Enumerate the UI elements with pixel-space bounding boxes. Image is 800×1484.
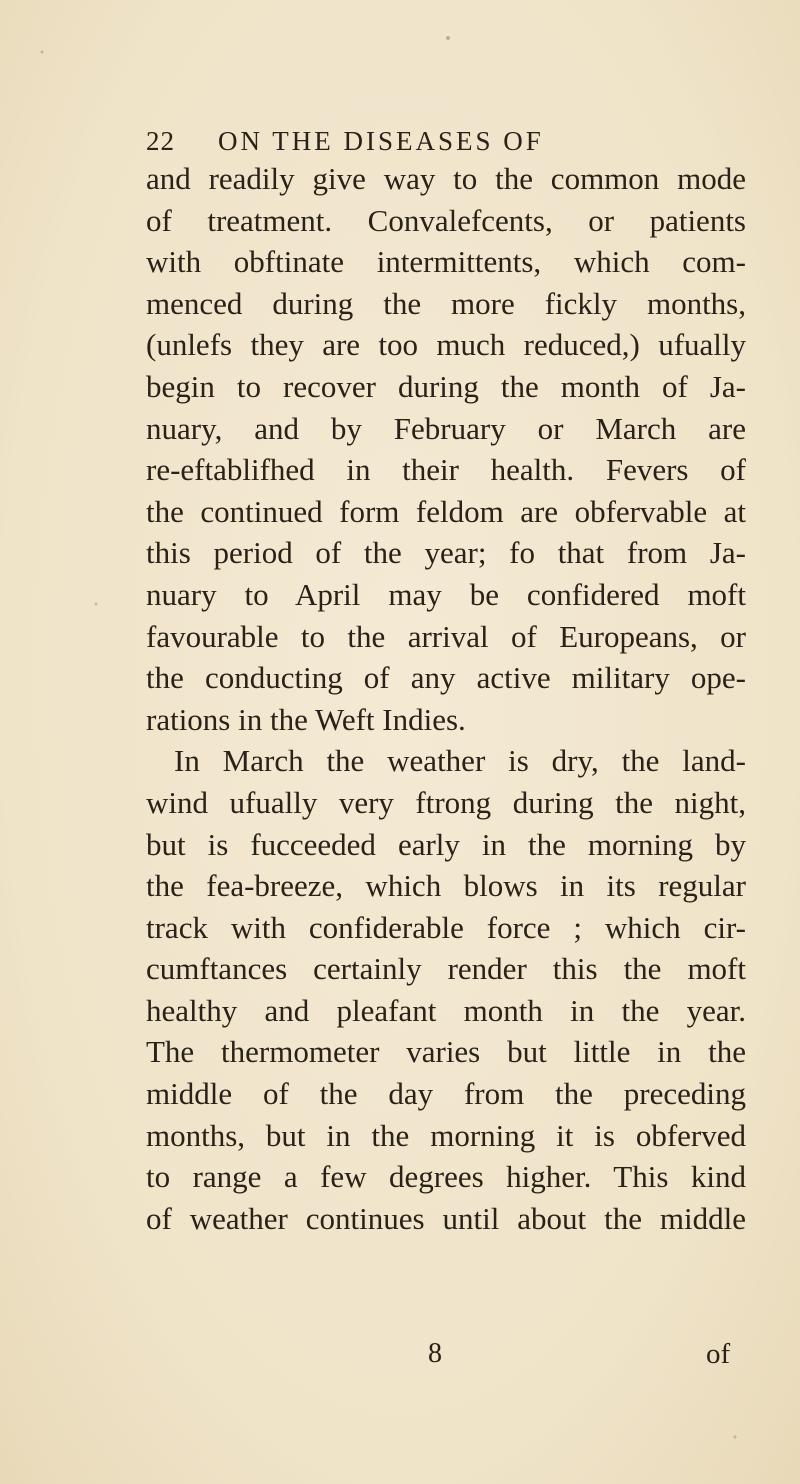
text-line: begin to recover during the month of Ja- bbox=[146, 368, 746, 404]
page-footer bbox=[0, 1338, 800, 1382]
text-line: of treatment. Convalefcents, or patients bbox=[146, 202, 746, 238]
text-line: favourable to the arrival of Europeans, or bbox=[146, 618, 746, 654]
text-line: menced during the more fickly months, bbox=[146, 285, 746, 321]
catchword: of bbox=[706, 1338, 731, 1370]
text-line: the continued form feldom are obfervable at bbox=[146, 493, 746, 529]
text-line: wind ufually very ftrong during the night, bbox=[146, 784, 746, 820]
text-line: the fea-breeze, which blows in its regular bbox=[146, 868, 746, 904]
text-line: track with confiderable force ; which cir- bbox=[146, 909, 746, 945]
text-line: The thermometer varies but little in the bbox=[146, 1034, 746, 1070]
text-line: of weather continues until about the middle bbox=[146, 1200, 746, 1236]
signature-mark: 8 bbox=[428, 1338, 442, 1369]
text-line: the conducting of any active military ope- bbox=[146, 660, 746, 696]
running-head: ON THE DISEASES OF bbox=[218, 126, 544, 156]
body-text bbox=[146, 158, 746, 1239]
text-line: rations in the Weft Indies. bbox=[146, 701, 466, 737]
text-line: with obftinate intermittents, which com- bbox=[146, 244, 746, 280]
text-line: months, but in the morning it is obferved bbox=[146, 1117, 746, 1153]
text-line: nuary, and by February or March are bbox=[146, 410, 746, 446]
text-line: to range a few degrees higher. This kind bbox=[146, 1159, 746, 1195]
text-line: (unlefs they are too much reduced,) ufually bbox=[146, 327, 746, 363]
text-line: and readily give way to the common mode bbox=[146, 161, 746, 196]
text-line: healthy and pleafant month in the year. bbox=[146, 992, 746, 1028]
text-line: but is fucceeded early in the morning by bbox=[146, 826, 746, 862]
text-line: re-eftablifhed in their health. Fevers of bbox=[146, 452, 746, 488]
page-number: 22 bbox=[146, 126, 175, 156]
text-line: cumftances certainly render this the moft bbox=[146, 951, 746, 987]
text-line: nuary to April may be confidered moft bbox=[146, 576, 746, 612]
text-line: this period of the year; fo that from Ja- bbox=[146, 535, 746, 571]
text-line: In March the weather is dry, the land- bbox=[174, 743, 746, 779]
text-line: middle of the day from the preceding bbox=[146, 1076, 746, 1112]
